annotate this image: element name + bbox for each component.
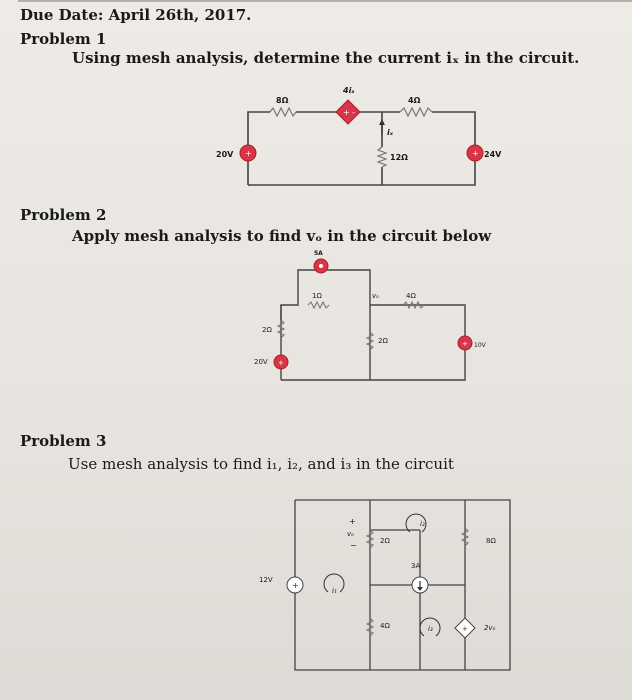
p3-label-3a: 3A [411,562,421,570]
svg-text:-: - [352,108,355,117]
resistor-4ohm [400,108,432,116]
p2-label-2ohm-left: 2Ω [262,326,272,334]
p3-label-i2: i₂ [420,520,425,528]
p3-label-i1: i₁ [332,587,337,595]
svg-text:+: + [462,340,468,348]
p3-label-i3: i₃ [428,625,433,633]
p2-label-20v: 20V [254,358,268,366]
p3-label-dep: 2vₒ [484,624,496,632]
p1-label-12ohm: 12Ω [390,153,408,162]
resistor-12ohm [378,147,386,167]
svg-text:+: + [472,149,479,158]
resistor-8ohm [270,108,296,116]
svg-text:+: + [292,581,299,590]
p2-label-1ohm: 1Ω [312,292,322,300]
p1-label-4ohm: 4Ω [408,96,421,105]
p3-label-4ohm: 4Ω [380,622,390,630]
p3-label-minus: − [350,541,357,550]
problem1-title: Problem 1 [20,30,107,48]
p2-label-4ohm: 4Ω [406,292,416,300]
problem3-text: Use mesh analysis to find i₁, i₂, and i₃ in the circuit [68,455,454,473]
p3-label-plus: + [349,517,356,526]
p3-label-8ohm: 8Ω [486,537,496,545]
p2-label-2ohm-mid: 2Ω [378,337,388,345]
p1-label-20v: 20V [216,150,234,159]
p2-label-10v: 10V [474,342,486,349]
due-date: Due Date: April 26th, 2017. [20,6,252,24]
p3-label-2ohm: 2Ω [380,537,390,545]
problem3-circuit [250,490,520,680]
svg-text:+: + [245,149,252,158]
svg-text:+: + [462,625,468,633]
p3-label-vo: vₒ [347,530,355,538]
p1-label-dep: 4iₓ [343,86,355,95]
problem3-title: Problem 3 [20,432,107,450]
problem2-title: Problem 2 [20,206,107,224]
p1-label-24v: 24V [484,150,502,159]
svg-text:+: + [343,108,350,117]
p3-label-12v: 12V [259,576,273,584]
problem2-circuit [240,250,480,390]
p1-label-ix: iₓ [387,128,394,137]
resistor-1ohm [308,302,329,308]
p2-label-5a: 5A [314,250,323,257]
problem1-text: Using mesh analysis, determine the current iₓ in the circuit. [72,49,580,67]
p2-label-vo: vₒ [372,292,380,300]
top-rule [18,0,632,2]
p1-label-8ohm: 8Ω [276,96,289,105]
problem2-text: Apply mesh analysis to find vₒ in the circuit below [72,227,492,245]
svg-text:+: + [278,359,284,367]
